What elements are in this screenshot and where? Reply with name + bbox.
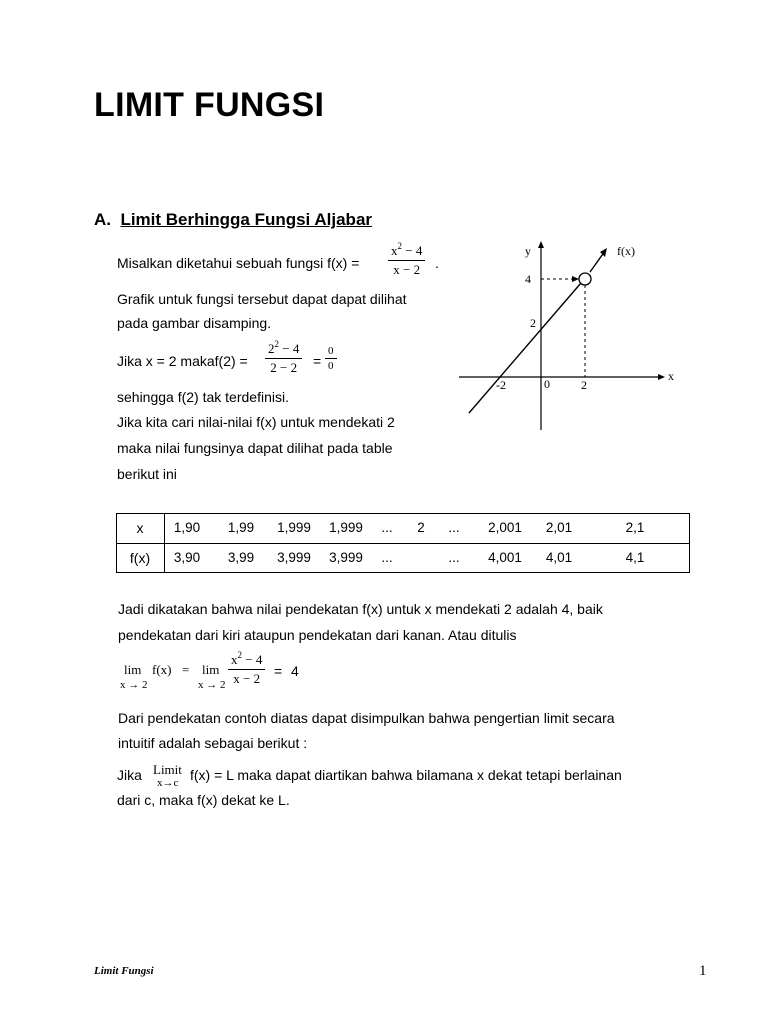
table-x-label: x xyxy=(136,520,144,536)
table-x-cell: 2,01 xyxy=(545,520,573,535)
table-fx-cell: 3,999 xyxy=(329,550,363,565)
tick-y-4: 4 xyxy=(525,272,531,286)
table-col-divider xyxy=(164,514,165,572)
para7-jika: Jika xyxy=(117,767,142,783)
table-fx-cell: ... xyxy=(381,550,393,565)
lim-sub-1: x → 2 xyxy=(120,679,148,691)
page-number: 1 xyxy=(699,963,707,979)
section-letter: A. xyxy=(94,210,111,229)
table-x-cell: 1,90 xyxy=(173,520,201,535)
function-line xyxy=(469,283,581,413)
x-axis-arrow-icon xyxy=(658,374,665,380)
table-fx-cell: ... xyxy=(448,550,460,565)
para7-rest: f(x) = L maka dapat diartikan bahwa bilamana x dekat tetapi berlainan xyxy=(190,767,622,783)
para2-line2: pada gambar disamping. xyxy=(117,315,272,331)
table-fx-cell: 3,90 xyxy=(173,550,201,565)
table-x-cell: 2,001 xyxy=(488,520,522,535)
lim-sub-2: x → 2 xyxy=(198,679,226,691)
para5-line2: pendekatan dari kiri ataupun pendekatan dari kanan. Atau ditulis xyxy=(118,627,517,643)
function-graph xyxy=(455,238,695,438)
table-x-cell: 2,1 xyxy=(625,520,645,535)
table-x-cell: 2 xyxy=(417,520,425,535)
para1-text: Misalkan diketahui sebuah fungsi f(x) = xyxy=(117,255,360,271)
para5-line1: Jadi dikatakan bahwa nilai pendekatan f(x) untuk x mendekati 2 adalah 4, baik xyxy=(118,601,603,617)
para4-line3: maka nilai fungsinya dapat dilihat pada table xyxy=(117,440,393,456)
y-axis-label: y xyxy=(525,244,531,258)
table-fx-cell: 4,01 xyxy=(545,550,573,565)
para3-text: Jika x = 2 makaf(2) = xyxy=(117,353,248,369)
tick-x-2: 2 xyxy=(581,378,587,392)
table-x-cell: 1,999 xyxy=(277,520,311,535)
table-x-cell: 1,99 xyxy=(227,520,255,535)
lim-equals-1: = xyxy=(182,662,190,677)
tick-x-neg2: -2 xyxy=(496,378,506,392)
para3-zero-fraction xyxy=(325,345,337,372)
para1-frac-numerator: $x^2 - 4$ xyxy=(391,241,423,258)
x-axis-label: x xyxy=(668,369,674,383)
para2-line1: Grafik untuk fungsi tersebut dapat dapat dilihat xyxy=(117,291,407,307)
lim-equals-2: = xyxy=(274,663,283,679)
zero-numerator: 0 xyxy=(328,345,334,357)
table-x-cell: ... xyxy=(381,520,393,535)
section-title: Limit Berhingga Fungsi Aljabar xyxy=(120,210,373,229)
limit-frac-denominator: x − 2 xyxy=(228,669,265,687)
para4-line4: berikut ini xyxy=(117,466,177,482)
para3-equals: = xyxy=(313,353,322,369)
table-x-cell: ... xyxy=(448,520,460,535)
page-title: LIMIT FUNGSI xyxy=(94,86,325,124)
table-x-cell: 1,999 xyxy=(329,520,363,535)
para4-line2: Jika kita cari nilai-nilai f(x) untuk mendekati 2 xyxy=(117,414,395,430)
para4-line1: sehingga f(2) tak terdefinisi. xyxy=(117,389,289,405)
para7-limit-sub: x→c xyxy=(157,777,179,789)
tick-y-2: 2 xyxy=(530,316,536,330)
lim-word-1: lim xyxy=(124,662,142,677)
table-fx-cell: 3,99 xyxy=(227,550,255,565)
para7-line2: dari c, maka f(x) dekat ke L. xyxy=(117,792,290,808)
limit-frac-numerator: $x^2 - 4$ xyxy=(231,650,263,667)
table-fx-label: f(x) xyxy=(129,550,151,566)
limit-fraction xyxy=(228,652,265,687)
guide-arrow-icon xyxy=(572,276,579,282)
footer-title: Limit Fungsi xyxy=(94,965,154,977)
table-row-divider xyxy=(117,543,689,544)
y-axis-arrow-icon xyxy=(538,241,544,248)
zero-denominator: 0 xyxy=(325,358,337,372)
table-fx-cell: 4,1 xyxy=(625,550,645,565)
para1-period: . xyxy=(435,255,439,271)
para1-frac-denominator: x − 2 xyxy=(388,260,425,278)
values-table xyxy=(116,513,690,573)
para3-frac-numerator: $2^2 - 4$ xyxy=(268,339,300,356)
table-fx-cell: 4,001 xyxy=(488,550,522,565)
lim-word-2: lim xyxy=(202,662,220,677)
table-fx-cell: 3,999 xyxy=(277,550,311,565)
para1-fraction xyxy=(388,243,425,278)
para6-line1: Dari pendekatan contoh diatas dapat disimpulkan bahwa pengertian limit secara xyxy=(118,710,615,726)
section-heading xyxy=(94,210,372,230)
fx-label: f(x) xyxy=(617,244,635,258)
para6-line2: intuitif adalah sebagai berikut : xyxy=(118,735,308,751)
para7-limit-word: Limit xyxy=(153,762,182,777)
lim-result: 4 xyxy=(291,663,299,679)
tick-origin: 0 xyxy=(544,377,550,391)
lim-fx: f(x) xyxy=(152,662,172,677)
hole-marker xyxy=(579,273,591,285)
para3-fraction xyxy=(265,341,302,376)
para3-frac-denominator: 2 − 2 xyxy=(265,358,302,376)
